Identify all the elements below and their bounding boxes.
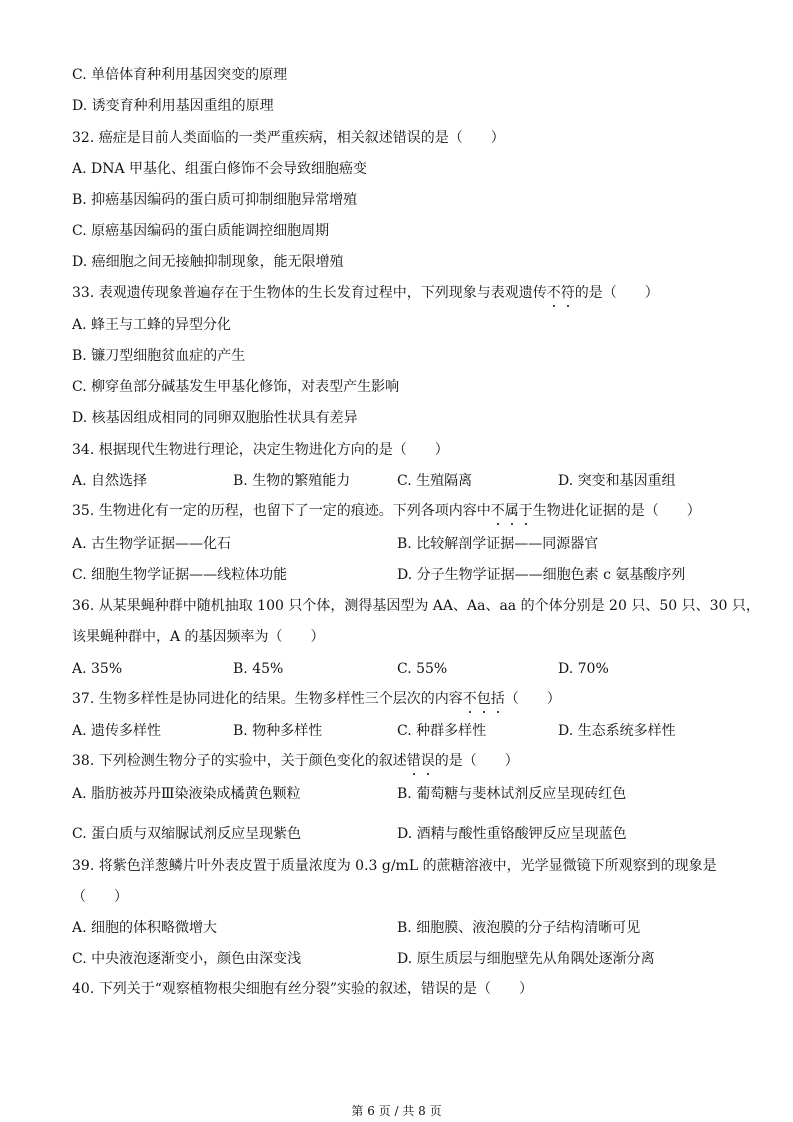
q37-stem (72, 690, 561, 708)
q35-stem-post: 生物进化证据的是（ ） (532, 503, 701, 519)
q39-option-d: D. 原生质层与细胞壁先从角隅处逐渐分离 (397, 951, 655, 967)
q39-option-a: A. 细胞的体积略微增大 (72, 920, 218, 936)
q37-option-b: B. 物种多样性 (233, 723, 323, 739)
q33-option-c: C. 柳穿鱼部分碱基发生甲基化修饰，对表型产生影响 (72, 379, 400, 395)
page-footer: 第 6 页 / 共 8 页 (351, 1104, 442, 1118)
q37-stem-pre: 37. 生物多样性是协同进化的结果。生物多样性三个层次的内容 (72, 691, 463, 707)
q36-stem-line2: 该果蝇种群中，A 的基因频率为（ ） (72, 629, 325, 645)
q34-stem: 34. 根据现代生物进行理论，决定生物进化方向的是（ ） (72, 442, 449, 458)
q36-option-d: D. 70% (558, 661, 609, 677)
q39-option-c: C. 中央液泡逐渐变小，颜色由深变浅 (72, 951, 302, 967)
q38-stem (72, 752, 519, 770)
q33-option-b: B. 镰刀型细胞贫血症的产生 (72, 348, 246, 364)
q38-stem-pre: 38. 下列检测生物分子的实验中，关于颜色变化的叙述 (72, 753, 407, 769)
q32-stem: 32. 癌症是目前人类面临的一类严重疾病，相关叙述错误的是（ ） (72, 130, 505, 146)
emphasis-char: 于 (518, 503, 533, 519)
q38-option-a: A. 脂肪被苏丹Ⅲ染液染成橘黄色颗粒 (72, 786, 301, 802)
q33-stem-post: 的是（ ） (574, 285, 659, 301)
q32-option-b: B. 抑癌基因编码的蛋白质可抑制细胞异常增殖 (72, 192, 358, 208)
q38-option-c: C. 蛋白质与双缩脲试剂反应呈现紫色 (72, 826, 302, 842)
q40-stem: 40. 下列关于“观察植物根尖细胞有丝分裂”实验的叙述，错误的是（ ） (72, 981, 534, 997)
emphasis-char: 不 (462, 691, 477, 707)
q36-option-a: A. 35% (72, 661, 123, 677)
emphasis-char: 属 (504, 503, 519, 519)
emphasis-char: 包 (476, 691, 491, 707)
q38-option-b: B. 葡萄糖与斐林试剂反应呈现砖红色 (397, 786, 627, 802)
q34-option-d: D. 突变和基因重组 (558, 473, 676, 489)
q32-option-d: D. 癌细胞之间无接触抑制现象，能无限增殖 (72, 254, 344, 270)
q37-option-d: D. 生态系统多样性 (558, 723, 676, 739)
q35-option-a: A. 古生物学证据——化石 (72, 536, 232, 552)
q35-stem-pre: 35. 生物进化有一定的历程，也留下了一定的痕迹。下列各项内容中 (72, 503, 491, 519)
q35-stem (72, 502, 701, 520)
q35-option-d: D. 分子生物学证据——细胞色素 c 氨基酸序列 (397, 567, 686, 583)
q34-option-c: C. 生殖隔离 (397, 473, 473, 489)
q32-option-a: A. DNA 甲基化、组蛋白修饰不会导致细胞癌变 (72, 161, 368, 177)
q35-option-c: C. 细胞生物学证据——线粒体功能 (72, 567, 288, 583)
q39-stem-line2: （ ） (72, 889, 128, 905)
emphasis-char: 不 (490, 503, 505, 519)
q32-option-c: C. 原癌基因编码的蛋白质能调控细胞周期 (72, 223, 330, 239)
q36-option-b: B. 45% (233, 661, 284, 677)
q37-stem-post: （ ） (504, 691, 561, 707)
q36-option-c: C. 55% (397, 661, 448, 677)
q31-option-d: D. 诱变育种利用基因重组的原理 (72, 98, 274, 114)
q33-stem-pre: 33. 表观遗传现象普遍存在于生物体的生长发育过程中，下列现象与表观遗传 (72, 285, 547, 301)
q37-option-a: A. 遗传多样性 (72, 723, 162, 739)
q39-option-b: B. 细胞膜、液泡膜的分子结构清晰可见 (397, 920, 641, 936)
q33-option-a: A. 蜂王与工蜂的异型分化 (72, 317, 232, 333)
emphasis-char: 括 (490, 691, 505, 707)
emphasis-char: 符 (560, 285, 575, 301)
q38-stem-post: 的是（ ） (434, 753, 519, 769)
q35-option-b: B. 比较解剖学证据——同源器官 (397, 536, 599, 552)
q34-option-b: B. 生物的繁殖能力 (233, 473, 351, 489)
q38-option-d: D. 酒精与酸性重铬酸钾反应呈现蓝色 (397, 826, 627, 842)
q33-stem (72, 284, 659, 302)
q34-option-a: A. 自然选择 (72, 473, 148, 489)
q39-stem-line1: 39. 将紫色洋葱鳞片叶外表皮置于质量浓度为 0.3 g/mL 的蔗糖溶液中，光学显微镜下所观察到的现象是 (72, 858, 717, 874)
q37-option-c: C. 种群多样性 (397, 723, 487, 739)
emphasis-char: 错 (406, 753, 421, 769)
q33-option-d: D. 核基因组成相同的同卵双胞胎性状具有差异 (72, 410, 358, 426)
emphasis-char: 不 (546, 285, 561, 301)
q31-option-c: C. 单倍体育种利用基因突变的原理 (72, 67, 288, 83)
emphasis-char: 误 (420, 753, 435, 769)
q36-stem-line1: 36. 从某果蝇种群中随机抽取 100 只个体，测得基因型为 AA、Aa、aa 的个体分别是 20 只、50 只、30 只， (72, 598, 760, 614)
